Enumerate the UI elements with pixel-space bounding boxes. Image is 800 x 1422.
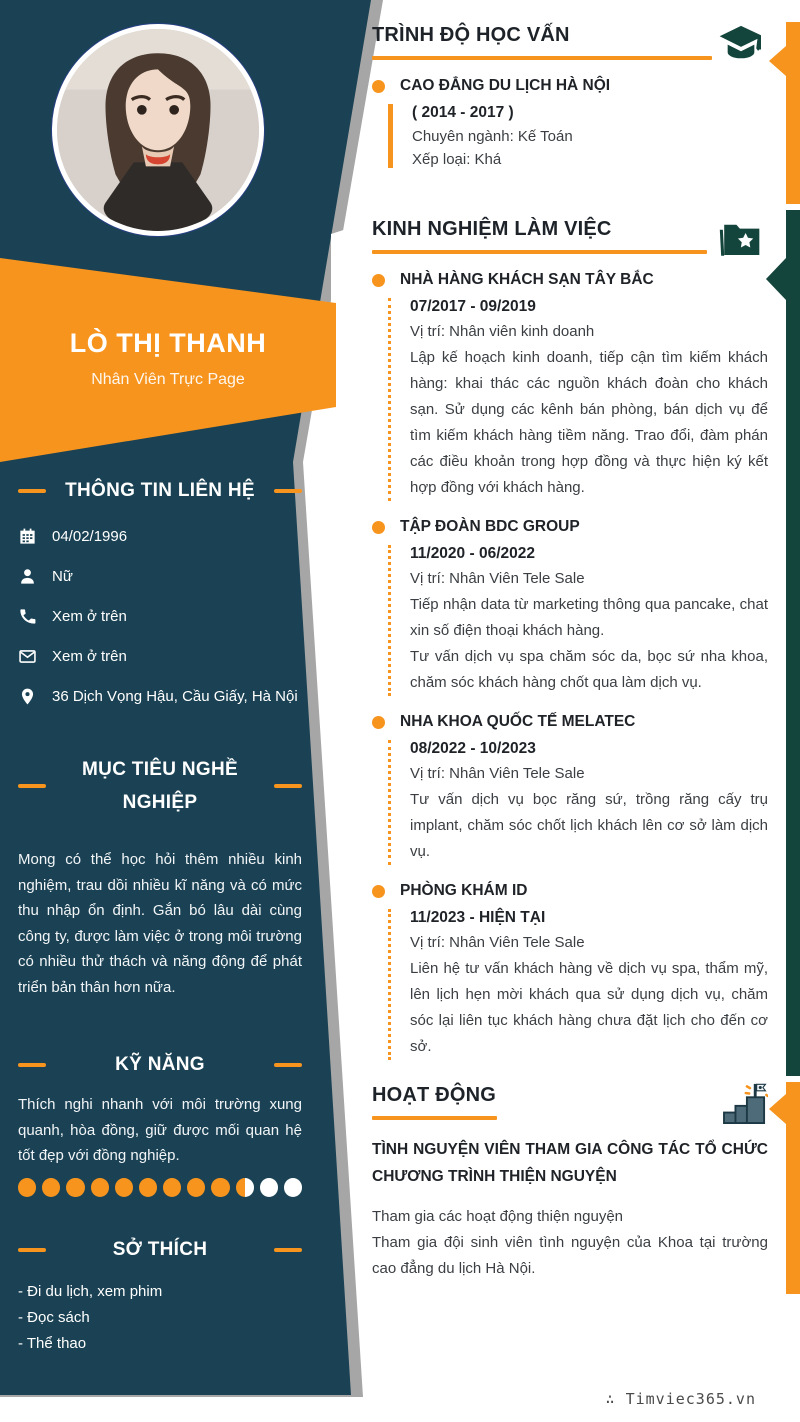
- objective-heading-label: MỤC TIÊU NGHỀ NGHIỆP: [82, 759, 238, 813]
- job-entry: [372, 271, 768, 501]
- job-entry-body: [388, 909, 768, 1060]
- sidebar-content: [18, 480, 302, 1357]
- job-position: Vị trí: Nhân Viên Tele Sale: [410, 934, 585, 951]
- skills-heading-label: KỸ NĂNG: [115, 1054, 205, 1075]
- heading-dash-right: [274, 1063, 302, 1067]
- rating-dot-full: [91, 1178, 109, 1197]
- candidate-name: LÒ THỊ THANH: [69, 327, 267, 358]
- job-description: Lập kế hoạch kinh doanh, tiếp cận tìm kiếm khách hàng: khai thác các nguồn khách đoàn cho khách sạn. Sử dụng các kênh bán phòng, bán dịch vụ để tìm kiếm khách hàng tiềm năng. Trao đổi, đàm phán các điều khoản trong hợp đồng và thực hiện ký kết hợp đồng với khách hàng.: [410, 349, 768, 496]
- heading-dash-left: [18, 784, 46, 788]
- job-description: Tư vấn dịch vụ spa chăm sóc da, bọc sứ nha khoa, chăm sóc khách hàng chốt qua làm dịch vụ.: [410, 648, 768, 691]
- heading-dash-left: [18, 489, 46, 493]
- contact-row-address: [18, 684, 302, 709]
- job-position: Vị trí: Nhân viên kinh doanh: [410, 323, 595, 340]
- rating-dot-full: [18, 1178, 36, 1197]
- objective-text: Mong có thể học hỏi thêm nhiều kinh nghiệm, trau dồi nhiều kĩ năng và có mức thu nhập ổn định. Gắn bó lâu dài cùng công ty, được làm việc ở trong môi trường có nhiều thử thách và năng động để phát triển bản thân hơn nữa.: [18, 851, 302, 996]
- rating-dot-full: [211, 1178, 229, 1197]
- job-entry-head: [372, 882, 768, 900]
- objective-heading: [18, 753, 302, 819]
- calendar-icon: [18, 527, 37, 546]
- rating-dot-half: [236, 1178, 254, 1197]
- heading-dash-left: [18, 1248, 46, 1252]
- education-major: Chuyên ngành: Kế Toán: [412, 128, 573, 145]
- section-underline: [372, 56, 712, 60]
- contact-list: [18, 524, 302, 709]
- job-period: 11/2023 - HIỆN TẠI: [410, 909, 546, 926]
- activity-subtitle: TÌNH NGUYỆN VIÊN THAM GIA CÔNG TÁC TỔ CHỨC CHƯƠNG TRÌNH THIỆN NGUYỆN: [372, 1141, 768, 1185]
- location-icon: [18, 687, 37, 706]
- rail-arrow-left: [769, 46, 786, 76]
- heading-dash-right: [274, 1248, 302, 1252]
- company-name: NHA KHOA QUỐC TẾ MELATEC: [400, 713, 636, 730]
- identity-banner: [0, 272, 336, 444]
- job-period: 11/2020 - 06/2022: [410, 545, 535, 562]
- job-position: Vị trí: Nhân Viên Tele Sale: [410, 570, 585, 587]
- profile-photo: [52, 24, 264, 236]
- skill-rating: [18, 1178, 302, 1197]
- rating-dot-full: [115, 1178, 133, 1197]
- contact-row-birthday: [18, 524, 302, 549]
- job-description: Liên hệ tư vấn khách hàng về dịch vụ spa, thẩm mỹ, lên lịch hẹn mời khách qua sử dụng dịch vụ, chăm sóc lại liên tục khách hàng chưa đặt lịch cho đến cơ sở.: [410, 960, 768, 1055]
- job-description: Tiếp nhận data từ marketing thông qua pancake, chat xin số điện thoại khách hàng.: [410, 596, 768, 639]
- company-name: PHÒNG KHÁM ID: [400, 882, 528, 899]
- bullet-icon: [372, 521, 385, 534]
- contact-heading-label: THÔNG TIN LIÊN HỆ: [65, 480, 255, 501]
- rating-dot-full: [66, 1178, 84, 1197]
- contact-birthday: 04/02/1996: [52, 528, 128, 545]
- job-period: 08/2022 - 10/2023: [410, 740, 536, 757]
- person-icon: [18, 567, 37, 586]
- job-entry-body: [388, 545, 768, 696]
- bullet-icon: [372, 80, 385, 93]
- portrait-illustration: [57, 29, 259, 231]
- job-entry: [372, 882, 768, 1060]
- rating-dot-empty: [284, 1178, 302, 1197]
- hobby-item: - Đi du lịch, xem phim: [18, 1282, 163, 1300]
- job-entry: [372, 518, 768, 696]
- job-entry-body: [388, 740, 768, 865]
- job-position: Vị trí: Nhân Viên Tele Sale: [410, 765, 585, 782]
- job-entry-body: [388, 298, 768, 501]
- contact-address: 36 Dịch Vọng Hậu, Cầu Giấy, Hà Nội: [52, 688, 298, 705]
- contact-row-gender: [18, 564, 302, 589]
- hobbies-heading-label: SỞ THÍCH: [112, 1238, 208, 1260]
- job-entry: [372, 713, 768, 865]
- education-entry-body: [388, 104, 768, 168]
- heading-dash-right: [274, 784, 302, 788]
- activities-title: HOẠT ĐỘNG: [372, 1084, 497, 1106]
- school-name: CAO ĐẲNG DU LỊCH HÀ NỘI: [400, 77, 611, 94]
- heading-dash-left: [18, 1063, 46, 1067]
- job-entry-head: [372, 518, 768, 536]
- job-entry-head: [372, 713, 768, 731]
- contact-gender: Nữ: [52, 568, 73, 585]
- contact-heading: [18, 480, 302, 502]
- job-period: 07/2017 - 09/2019: [410, 298, 536, 315]
- email-icon: [18, 647, 37, 666]
- rail-arrow-left: [769, 1094, 786, 1124]
- bullet-icon: [372, 716, 385, 729]
- activity-paragraph: Tham gia các hoạt động thiện nguyện: [372, 1208, 624, 1225]
- education-grade: Xếp loại: Khá: [412, 151, 502, 168]
- hobbies-heading: [18, 1239, 302, 1261]
- education-entry-head: [372, 77, 768, 95]
- education-years: ( 2014 - 2017 ): [412, 104, 514, 121]
- phone-icon: [18, 607, 37, 626]
- education-title: TRÌNH ĐỘ HỌC VẤN: [372, 24, 570, 46]
- candidate-title: Nhân Viên Trực Page: [91, 370, 245, 388]
- rating-dot-empty: [260, 1178, 278, 1197]
- experience-title: KINH NGHIỆM LÀM VIỆC: [372, 218, 612, 240]
- rating-dot-full: [139, 1178, 157, 1197]
- rail-arrow-left: [766, 258, 786, 300]
- job-description: Tư vấn dịch vụ bọc răng sứ, trồng răng cấy trụ implant, chăm sóc chốt lịch khách lên cơ sở làm dịch vụ.: [410, 791, 768, 860]
- company-name: NHÀ HÀNG KHÁCH SẠN TÂY BẮC: [400, 271, 654, 288]
- experience-rail: [786, 210, 800, 1076]
- section-experience: [372, 218, 768, 1073]
- hobby-item: - Thể thao: [18, 1334, 87, 1352]
- education-rail: [786, 22, 800, 204]
- company-name: TẬP ĐOÀN BDC GROUP: [400, 518, 580, 535]
- activity-paragraph: Tham gia đội sinh viên tình nguyện của Khoa tại trường cao đẳng du lịch Hà Nội.: [372, 1234, 768, 1277]
- contact-email: Xem ở trên: [52, 648, 127, 665]
- section-underline: [372, 250, 707, 254]
- rating-dot-full: [163, 1178, 181, 1197]
- section-education: [372, 24, 768, 168]
- job-entry-head: [372, 271, 768, 289]
- hobby-item: - Đọc sách: [18, 1308, 90, 1326]
- rating-dot-full: [42, 1178, 60, 1197]
- activities-rail: [786, 1082, 800, 1294]
- bullet-icon: [372, 274, 385, 287]
- section-activities: [372, 1084, 768, 1282]
- contact-row-email: [18, 644, 302, 669]
- bullet-icon: [372, 885, 385, 898]
- contact-phone: Xem ở trên: [52, 608, 127, 625]
- section-underline: [372, 1116, 497, 1120]
- watermark: ∴ Timviec365.vn: [605, 1390, 756, 1408]
- rating-dot-full: [187, 1178, 205, 1197]
- contact-row-phone: [18, 604, 302, 629]
- skills-heading: [18, 1054, 302, 1076]
- heading-dash-right: [274, 489, 302, 493]
- hobby-list: [18, 1279, 302, 1357]
- skills-text: Thích nghi nhanh với môi trường xung quanh, hòa đồng, giữ được mối quan hệ tốt đẹp với đồng nghiệp.: [18, 1096, 302, 1164]
